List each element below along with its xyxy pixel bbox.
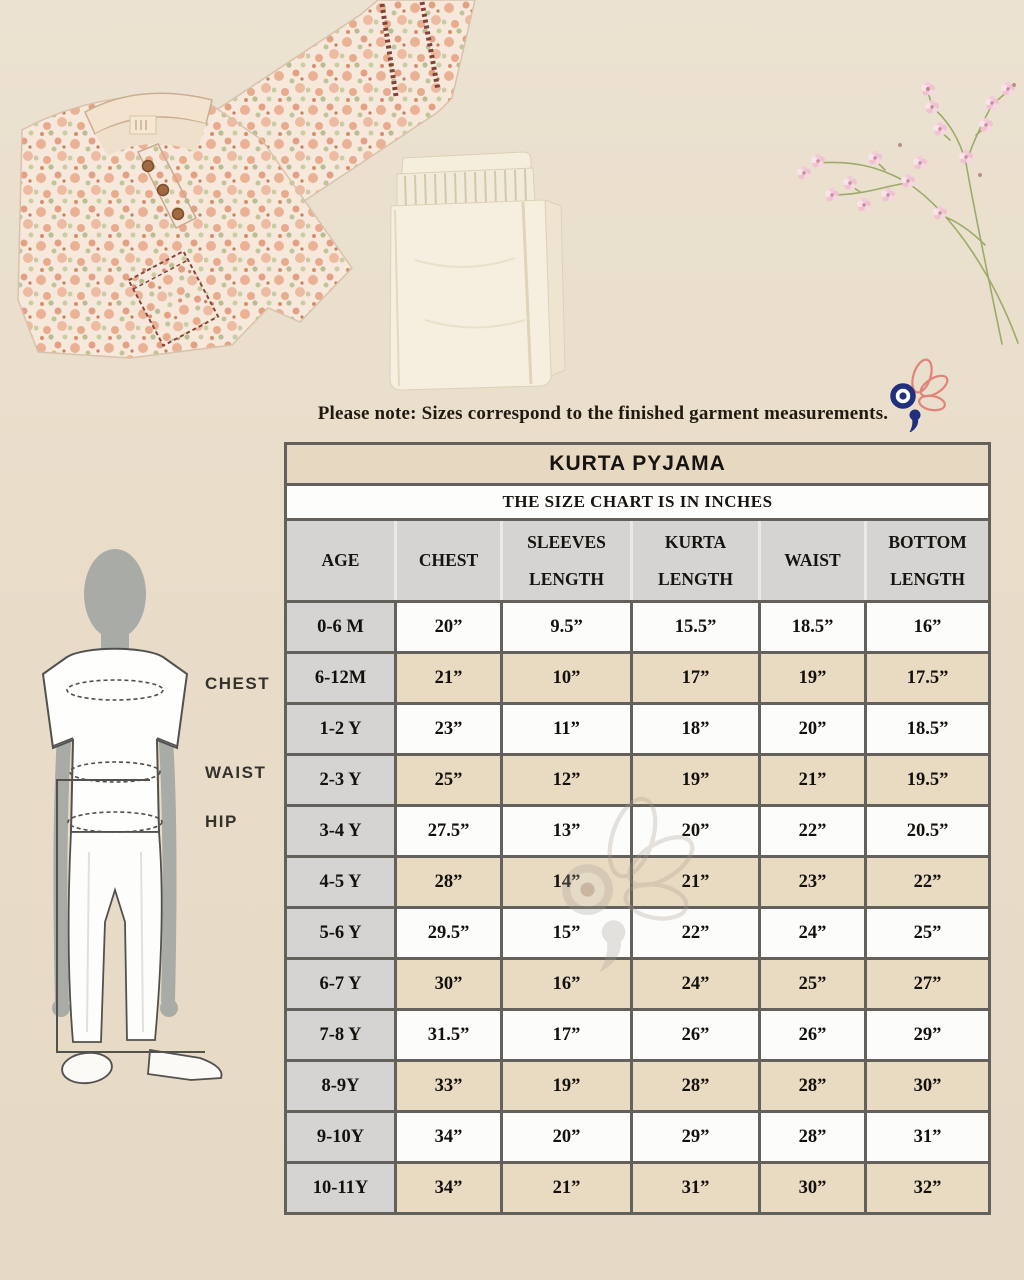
table-row — [286, 908, 990, 959]
column-header: SLEEVES LENGTH — [502, 520, 632, 602]
value-cell: 20” — [632, 806, 760, 857]
value-cell: 11” — [502, 704, 632, 755]
value-cell: 25” — [866, 908, 990, 959]
value-cell: 28” — [760, 1061, 866, 1112]
table-row — [286, 806, 990, 857]
figure-label-waist: WAIST — [205, 763, 267, 782]
value-cell: 32” — [866, 1163, 990, 1214]
flower-sprig-decoration — [780, 45, 1024, 345]
table-row — [286, 1112, 990, 1163]
age-cell: 1-2 Y — [286, 704, 396, 755]
logo-wings — [909, 357, 951, 412]
value-cell: 20.5” — [866, 806, 990, 857]
value-cell: 17.5” — [866, 653, 990, 704]
value-cell: 22” — [760, 806, 866, 857]
figure-label-chest: CHEST — [205, 674, 271, 693]
kurta-button — [158, 185, 169, 196]
value-cell: 27.5” — [396, 806, 502, 857]
value-cell: 18” — [632, 704, 760, 755]
value-cell: 22” — [866, 857, 990, 908]
butterfly-evil-eye-icon — [882, 356, 954, 432]
value-cell: 31.5” — [396, 1010, 502, 1061]
age-cell: 9-10Y — [286, 1112, 396, 1163]
table-row — [286, 755, 990, 806]
age-cell: 6-12M — [286, 653, 396, 704]
age-cell: 6-7 Y — [286, 959, 396, 1010]
age-cell: 2-3 Y — [286, 755, 396, 806]
value-cell: 9.5” — [502, 602, 632, 653]
value-cell: 24” — [760, 908, 866, 959]
value-cell: 17” — [632, 653, 760, 704]
value-cell: 33” — [396, 1061, 502, 1112]
age-cell: 10-11Y — [286, 1163, 396, 1214]
age-cell: 0-6 M — [286, 602, 396, 653]
value-cell: 21” — [396, 653, 502, 704]
value-cell: 26” — [632, 1010, 760, 1061]
age-cell: 8-9Y — [286, 1061, 396, 1112]
kurta-button — [143, 161, 154, 172]
value-cell: 21” — [502, 1163, 632, 1214]
value-cell: 18.5” — [866, 704, 990, 755]
figure-shoe-left — [61, 1050, 114, 1085]
column-header: KURTA LENGTH — [632, 520, 760, 602]
value-cell: 10” — [502, 653, 632, 704]
value-cell: 31” — [632, 1163, 760, 1214]
value-cell: 28” — [396, 857, 502, 908]
table-row — [286, 1010, 990, 1061]
value-cell: 30” — [396, 959, 502, 1010]
table-row — [286, 602, 990, 653]
value-cell: 31” — [866, 1112, 990, 1163]
column-header: BOTTOM LENGTH — [866, 520, 990, 602]
figure-shoe-right — [148, 1050, 222, 1080]
table-row — [286, 653, 990, 704]
value-cell: 34” — [396, 1112, 502, 1163]
value-cell: 13” — [502, 806, 632, 857]
value-cell: 16” — [866, 602, 990, 653]
value-cell: 30” — [760, 1163, 866, 1214]
value-cell: 20” — [396, 602, 502, 653]
value-cell: 29.5” — [396, 908, 502, 959]
value-cell: 26” — [760, 1010, 866, 1061]
value-cell: 25” — [760, 959, 866, 1010]
age-cell: 5-6 Y — [286, 908, 396, 959]
table-header-row — [286, 520, 990, 602]
value-cell: 29” — [632, 1112, 760, 1163]
table-row — [286, 704, 990, 755]
pyjama-pants-photo — [375, 140, 605, 410]
value-cell: 20” — [502, 1112, 632, 1163]
column-header: WAIST — [760, 520, 866, 602]
value-cell: 17” — [502, 1010, 632, 1061]
size-chart-table — [284, 442, 991, 1215]
value-cell: 18.5” — [760, 602, 866, 653]
value-cell: 19” — [760, 653, 866, 704]
value-cell: 23” — [760, 857, 866, 908]
kurta-button — [173, 209, 184, 220]
value-cell: 23” — [396, 704, 502, 755]
value-cell: 16” — [502, 959, 632, 1010]
value-cell: 28” — [632, 1061, 760, 1112]
table-row — [286, 857, 990, 908]
value-cell: 28” — [760, 1112, 866, 1163]
care-label — [130, 116, 156, 134]
value-cell: 22” — [632, 908, 760, 959]
age-cell: 7-8 Y — [286, 1010, 396, 1061]
value-cell: 29” — [866, 1010, 990, 1061]
figure-label-hip: HIP — [205, 812, 238, 831]
table-subtitle: THE SIZE CHART IS IN INCHES — [286, 485, 990, 520]
table-row — [286, 1061, 990, 1112]
value-cell: 15” — [502, 908, 632, 959]
value-cell: 19” — [632, 755, 760, 806]
value-cell: 27” — [866, 959, 990, 1010]
value-cell: 30” — [866, 1061, 990, 1112]
column-header: CHEST — [396, 520, 502, 602]
table-row — [286, 1163, 990, 1214]
value-cell: 24” — [632, 959, 760, 1010]
value-cell: 15.5” — [632, 602, 760, 653]
note-text: Please note: Sizes correspond to the finished garment measurements. — [317, 403, 889, 424]
value-cell: 19” — [502, 1061, 632, 1112]
value-cell: 12” — [502, 755, 632, 806]
table-row — [286, 959, 990, 1010]
column-header: AGE — [286, 520, 396, 602]
value-cell: 25” — [396, 755, 502, 806]
value-cell: 34” — [396, 1163, 502, 1214]
value-cell: 21” — [632, 857, 760, 908]
value-cell: 14” — [502, 857, 632, 908]
age-cell: 4-5 Y — [286, 857, 396, 908]
logo-comma — [910, 410, 921, 421]
figure-pants — [69, 832, 162, 1042]
age-cell: 3-4 Y — [286, 806, 396, 857]
value-cell: 21” — [760, 755, 866, 806]
value-cell: 20” — [760, 704, 866, 755]
table-title: KURTA PYJAMA — [286, 444, 990, 485]
flower-blooms — [797, 82, 1016, 220]
value-cell: 19.5” — [866, 755, 990, 806]
